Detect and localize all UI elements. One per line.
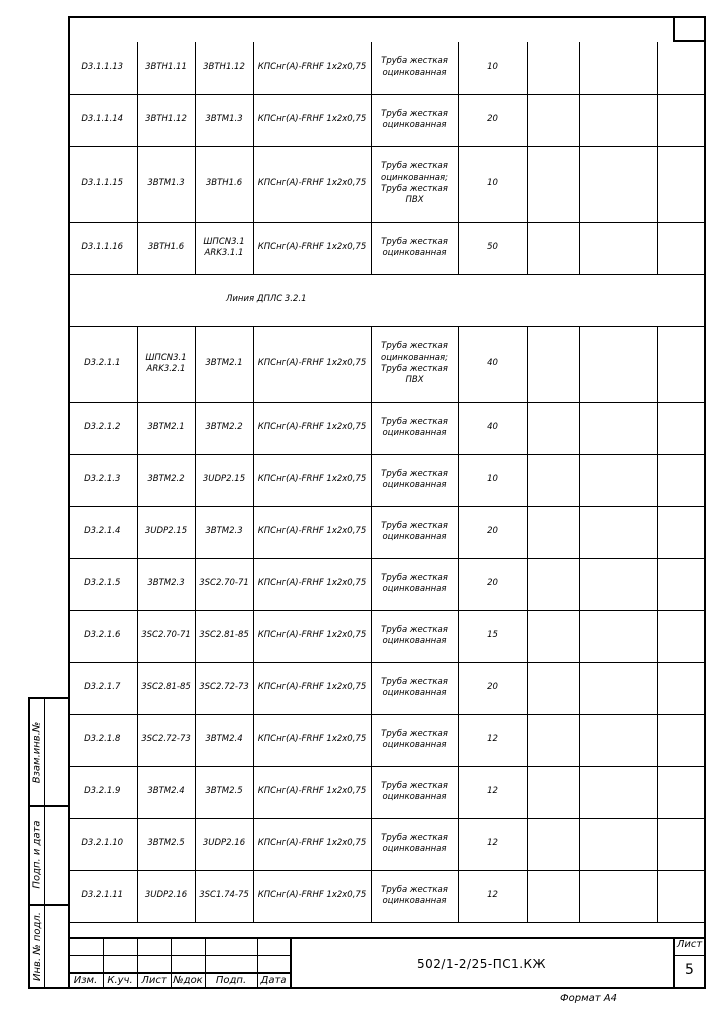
from-device: 3BTM2.2 — [137, 454, 195, 506]
to-device — [195, 222, 253, 274]
table-row — [68, 662, 706, 714]
table-row — [68, 506, 706, 558]
line-id: D3.2.1.8 — [68, 714, 137, 766]
table-row — [68, 454, 706, 506]
from-device: 3SC2.72-73 — [137, 714, 195, 766]
conduit-type-line: Труба жесткая — [381, 884, 448, 895]
length: 12 — [458, 818, 527, 870]
stamp-ndok: №док — [173, 975, 203, 986]
conduit-type-line: оцинкованная — [382, 636, 447, 646]
conduit-type-line: Труба жесткая — [381, 572, 448, 583]
empty-cell — [579, 146, 657, 222]
cable-brand: КПСнг(А)-FRHF 1х2х0,75 — [253, 714, 371, 766]
to-device-line: ARK3.1.1 — [204, 248, 244, 258]
to-device: 3BTM2.2 — [195, 402, 253, 454]
conduit-type — [371, 610, 458, 662]
line-id: D3.1.1.15 — [68, 146, 137, 222]
line-id: D3.2.1.6 — [68, 610, 137, 662]
empty-cell — [527, 42, 579, 94]
conduit-type-line: оцинкованная — [382, 688, 447, 698]
length: 12 — [458, 714, 527, 766]
line-id: D3.2.1.9 — [68, 766, 137, 818]
cable-brand: КПСнг(А)-FRHF 1х2х0,75 — [253, 454, 371, 506]
conduit-type-line: ПВХ — [405, 375, 424, 386]
line-id: D3.2.1.10 — [68, 818, 137, 870]
stamp-line — [673, 955, 706, 956]
podp-data-label: Подп. и дата — [31, 820, 43, 889]
to-device: 3BTM1.3 — [195, 94, 253, 146]
empty-cell — [579, 662, 657, 714]
to-device: 3SC2.72-73 — [195, 662, 253, 714]
empty-cell — [527, 870, 579, 922]
conduit-type — [371, 146, 458, 222]
conduit-type-line: Труба жесткая — [381, 161, 448, 172]
from-device: 3UDP2.16 — [137, 870, 195, 922]
cable-brand: КПСнг(А)-FRHF 1х2х0,75 — [253, 662, 371, 714]
conduit-type — [371, 870, 458, 922]
line-id: D3.2.1.1 — [68, 326, 137, 402]
to-device: 3BTM2.1 — [195, 326, 253, 402]
to-device: 3BTH1.12 — [195, 42, 253, 94]
table-row — [68, 42, 706, 94]
empty-cell — [527, 146, 579, 222]
conduit-type-line: Труба жесткая — [381, 832, 448, 843]
empty-cell — [527, 818, 579, 870]
conduit-type-line: оцинкованная; — [381, 172, 448, 183]
length: 12 — [458, 870, 527, 922]
cable-brand: КПСнг(А)-FRHF 1х2х0,75 — [253, 766, 371, 818]
empty-cell — [657, 506, 706, 558]
empty-cell — [527, 222, 579, 274]
empty-cell — [579, 454, 657, 506]
length: 15 — [458, 610, 527, 662]
stamp-data: Дата — [260, 975, 287, 986]
empty-cell — [527, 662, 579, 714]
conduit-type-line: Труба жесткая — [381, 676, 448, 687]
cable-brand: КПСнг(А)-FRHF 1х2х0,75 — [253, 42, 371, 94]
line-id: D3.1.1.16 — [68, 222, 137, 274]
cable-brand: КПСнг(А)-FRHF 1х2х0,75 — [253, 610, 371, 662]
table-row — [68, 94, 706, 146]
conduit-type-line: Труба жесткая — [381, 520, 448, 531]
conduit-type-line: оцинкованная; — [381, 352, 448, 363]
to-device: 3BTM2.5 — [195, 766, 253, 818]
length: 50 — [458, 222, 527, 274]
from-device: 3BTM2.3 — [137, 558, 195, 610]
from-device: 3UDP2.15 — [137, 506, 195, 558]
conduit-type — [371, 42, 458, 94]
length: 20 — [458, 662, 527, 714]
empty-cell — [657, 402, 706, 454]
from-device — [137, 326, 195, 402]
cable-brand: КПСнг(А)-FRHF 1х2х0,75 — [253, 146, 371, 222]
conduit-type-line: Труба жесткая — [381, 728, 448, 739]
empty-cell — [527, 766, 579, 818]
stamp-list: Лист — [141, 975, 167, 986]
to-device: 3SC2.81-85 — [195, 610, 253, 662]
length: 20 — [458, 94, 527, 146]
conduit-type — [371, 402, 458, 454]
cable-brand: КПСнг(А)-FRHF 1х2х0,75 — [253, 558, 371, 610]
stamp-kuch: К.уч. — [107, 975, 133, 986]
line-id: D3.2.1.2 — [68, 402, 137, 454]
empty-cell — [579, 610, 657, 662]
table-row — [68, 870, 706, 922]
conduit-type-line: оцинкованная — [382, 120, 447, 130]
from-device-line: ARK3.2.1 — [146, 364, 186, 374]
conduit-type — [371, 558, 458, 610]
conduit-type-line: Труба жесткая — [381, 236, 448, 247]
table-row — [68, 766, 706, 818]
empty-cell — [527, 558, 579, 610]
conduit-type — [371, 454, 458, 506]
side-stamp — [28, 697, 68, 989]
empty-cell — [579, 94, 657, 146]
empty-cell — [527, 610, 579, 662]
empty-cell — [657, 766, 706, 818]
conduit-type-line: оцинкованная — [382, 740, 447, 750]
conduit-type — [371, 326, 458, 402]
conduit-type-line: оцинкованная — [382, 792, 447, 802]
conduit-type-line: Труба жесткая — [381, 56, 448, 67]
to-device: 3BTH1.6 — [195, 146, 253, 222]
empty-cell — [657, 870, 706, 922]
from-device: 3SC2.81-85 — [137, 662, 195, 714]
empty-cell — [657, 818, 706, 870]
vzam-label: Взам.инв.№ — [31, 721, 43, 783]
to-device: 3UDP2.15 — [195, 454, 253, 506]
table-row — [68, 714, 706, 766]
empty-cell — [657, 610, 706, 662]
empty-cell — [657, 94, 706, 146]
cable-brand: КПСнг(А)-FRHF 1х2х0,75 — [253, 870, 371, 922]
line-id: D3.2.1.5 — [68, 558, 137, 610]
empty-cell — [527, 94, 579, 146]
conduit-type — [371, 714, 458, 766]
to-device-line: ШПСN3.1 — [203, 236, 245, 247]
empty-cell — [579, 42, 657, 94]
from-device: 3BTH1.12 — [137, 94, 195, 146]
conduit-type — [371, 662, 458, 714]
conduit-type-line: оцинкованная — [382, 480, 447, 490]
empty-cell — [657, 558, 706, 610]
conduit-type-line: Труба жесткая — [381, 468, 448, 479]
from-device: 3BTM1.3 — [137, 146, 195, 222]
sheet-number: 5 — [685, 962, 694, 978]
from-device: 3BTM2.1 — [137, 402, 195, 454]
conduit-type-line: Труба жесткая — [381, 364, 448, 374]
conduit-type-line: Труба жесткая — [381, 624, 448, 635]
length: 40 — [458, 326, 527, 402]
conduit-type-line: оцинкованная — [382, 844, 447, 854]
conduit-type-line: оцинкованная — [382, 428, 447, 438]
cable-brand: КПСнг(А)-FRHF 1х2х0,75 — [253, 402, 371, 454]
stamp-izm: Изм. — [73, 975, 98, 986]
line-id: D3.2.1.7 — [68, 662, 137, 714]
to-device: 3SC1.74-75 — [195, 870, 253, 922]
cable-brand: КПСнг(А)-FRHF 1х2х0,75 — [253, 222, 371, 274]
from-device: 3BTM2.4 — [137, 766, 195, 818]
conduit-type — [371, 506, 458, 558]
empty-cell — [579, 818, 657, 870]
table-row — [68, 558, 706, 610]
table-row — [68, 222, 706, 274]
conduit-type — [371, 818, 458, 870]
length: 20 — [458, 558, 527, 610]
to-device: 3UDP2.16 — [195, 818, 253, 870]
cable-brand: КПСнг(А)-FRHF 1х2х0,75 — [253, 94, 371, 146]
cable-brand: КПСнг(А)-FRHF 1х2х0,75 — [253, 818, 371, 870]
conduit-type-line: Труба жесткая — [381, 108, 448, 119]
empty-cell — [527, 714, 579, 766]
conduit-type-line: оцинкованная — [382, 532, 447, 542]
length: 40 — [458, 402, 527, 454]
from-device-line: ШПСN3.1 — [145, 352, 187, 363]
document-code: 502/1-2/25-ПС1.КЖ — [417, 956, 546, 971]
length: 20 — [458, 506, 527, 558]
conduit-type — [371, 94, 458, 146]
conduit-type-line: Труба жесткая — [381, 780, 448, 791]
stamp-podp: Подп. — [215, 975, 247, 986]
empty-cell — [527, 506, 579, 558]
empty-cell — [657, 454, 706, 506]
conduit-type-line: оцинкованная — [382, 248, 447, 258]
cable-table — [68, 42, 706, 944]
line-id: D3.2.1.3 — [68, 454, 137, 506]
empty-cell — [657, 326, 706, 402]
conduit-type — [371, 766, 458, 818]
empty-cell — [527, 326, 579, 402]
empty-cell — [579, 506, 657, 558]
length: 12 — [458, 766, 527, 818]
from-device: 3BTH1.6 — [137, 222, 195, 274]
empty-cell — [657, 662, 706, 714]
empty-cell — [527, 454, 579, 506]
conduit-type-line: оцинкованная — [382, 67, 447, 78]
inv-podl-label: Инв. № подл. — [31, 912, 43, 981]
from-device: 3BTM2.5 — [137, 818, 195, 870]
table-row — [68, 326, 706, 402]
table-row — [68, 146, 706, 222]
table-row — [68, 402, 706, 454]
conduit-type-line: Труба жесткая — [381, 341, 448, 352]
corner-box — [673, 16, 706, 42]
conduit-type-line: оцинкованная — [382, 584, 447, 594]
to-device: 3BTM2.3 — [195, 506, 253, 558]
empty-cell — [579, 402, 657, 454]
empty-cell — [579, 766, 657, 818]
conduit-type-line: Труба жесткая — [381, 184, 448, 194]
empty-cell — [657, 42, 706, 94]
line-id: D3.1.1.13 — [68, 42, 137, 94]
from-device: 3SC2.70-71 — [137, 610, 195, 662]
empty-cell — [657, 714, 706, 766]
conduit-type-line: оцинкованная — [382, 896, 447, 906]
empty-cell — [579, 870, 657, 922]
empty-cell — [579, 558, 657, 610]
section-row — [68, 274, 706, 326]
cable-brand: КПСнг(А)-FRHF 1х2х0,75 — [253, 326, 371, 402]
to-device: 3BTM2.4 — [195, 714, 253, 766]
from-device: 3BTH1.11 — [137, 42, 195, 94]
empty-cell — [657, 222, 706, 274]
cable-brand: КПСнг(А)-FRHF 1х2х0,75 — [253, 506, 371, 558]
empty-cell — [579, 222, 657, 274]
empty-cell — [579, 714, 657, 766]
length: 10 — [458, 146, 527, 222]
empty-cell — [579, 326, 657, 402]
empty-cell — [657, 146, 706, 222]
line-id: D3.2.1.11 — [68, 870, 137, 922]
conduit-type-line: Труба жесткая — [381, 416, 448, 427]
sheet-label: Лист — [676, 939, 703, 950]
to-device: 3SC2.70-71 — [195, 558, 253, 610]
length: 10 — [458, 42, 527, 94]
format-label: Формат А4 — [560, 993, 617, 1004]
table-row — [68, 818, 706, 870]
conduit-type-line: ПВХ — [405, 195, 424, 206]
table-row — [68, 610, 706, 662]
section-title: Линия ДПЛС 3.2.1 — [68, 274, 706, 326]
line-id: D3.1.1.14 — [68, 94, 137, 146]
empty-cell — [527, 402, 579, 454]
length: 10 — [458, 454, 527, 506]
conduit-type — [371, 222, 458, 274]
line-id: D3.2.1.4 — [68, 506, 137, 558]
